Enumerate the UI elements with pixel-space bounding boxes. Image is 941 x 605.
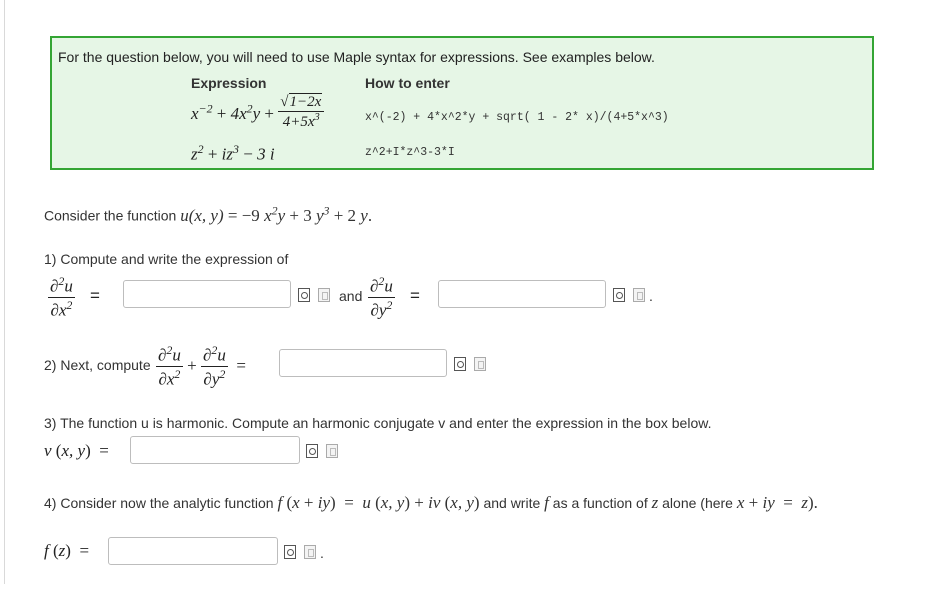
help-icon[interactable] (326, 444, 338, 458)
step3-text: 3) The function u is harmonic. Compute an harmonic conjugate v and enter the expression in the box below. (44, 415, 712, 431)
f-answer-input[interactable] (108, 537, 278, 565)
example1-expression: $x^{-2} + 4x^2y$ + $\frac{√1-2x}{4+5x^3}$ (191, 94, 324, 131)
help-icon[interactable] (318, 288, 330, 302)
example1-syntax: x^(-2) + 4*x^2*y + sqrt( 1 - 2* x)/(4+5*x^3) (365, 111, 669, 124)
uyy-label: $\frac{\partial^2u}{\partial y^2}$ (370, 274, 393, 320)
v-label: v (x, y) = (44, 441, 109, 460)
expression-header: Expression (191, 75, 267, 91)
period-text: . (320, 545, 324, 561)
help-icon[interactable] (304, 545, 316, 559)
preview-icon[interactable] (284, 545, 296, 559)
laplacian-label: $\frac{\partial^2u}{\partial x^2}$ + $\frac{\partial^2u}{\partial y^2}$ = (158, 343, 246, 389)
and-text: and (339, 288, 363, 304)
v-answer-input[interactable] (130, 436, 300, 464)
left-border (4, 0, 5, 584)
example2-expression: $z^2 + iz^3 - 3$ i (191, 142, 275, 164)
help-icon[interactable] (474, 357, 486, 371)
example2-syntax: z^2+I*z^3-3*I (365, 146, 455, 159)
preview-icon[interactable] (306, 444, 318, 458)
preview-icon[interactable] (613, 288, 625, 302)
laplacian-answer-input[interactable] (279, 349, 447, 377)
f-label: f (z) = (44, 541, 90, 560)
uxx-label: $\frac{\partial^2u}{\partial x^2}$ (50, 274, 73, 320)
function-u: u(x, y) = −9 $x^2y + 3$ $y^3 + 2$ y. (180, 203, 373, 225)
consider-statement: Consider the function u(x, y) = −9 $x^2y + 3$ $y^3 + 2$ y. (44, 203, 373, 225)
step2-text: 2) Next, compute (44, 357, 151, 373)
equals-sign: = (90, 286, 100, 305)
uyy-answer-input[interactable] (438, 280, 606, 308)
how-to-enter-header: How to enter (365, 75, 450, 91)
help-icon[interactable] (633, 288, 645, 302)
preview-icon[interactable] (298, 288, 310, 302)
preview-icon[interactable] (454, 357, 466, 371)
equals-sign: = (410, 286, 420, 305)
step4-text: 4) Consider now the analytic function f (x + iy) = u (x, y) + iv (x, y) and write f as a function of z alone (here x + iy = z). (44, 493, 818, 512)
note-intro: For the question below, you will need to use Maple syntax for expressions. See examples below. (58, 49, 655, 65)
maple-syntax-note (50, 36, 874, 170)
step1-text: 1) Compute and write the expression of (44, 251, 289, 267)
period-text: . (649, 288, 653, 304)
uxx-answer-input[interactable] (123, 280, 291, 308)
